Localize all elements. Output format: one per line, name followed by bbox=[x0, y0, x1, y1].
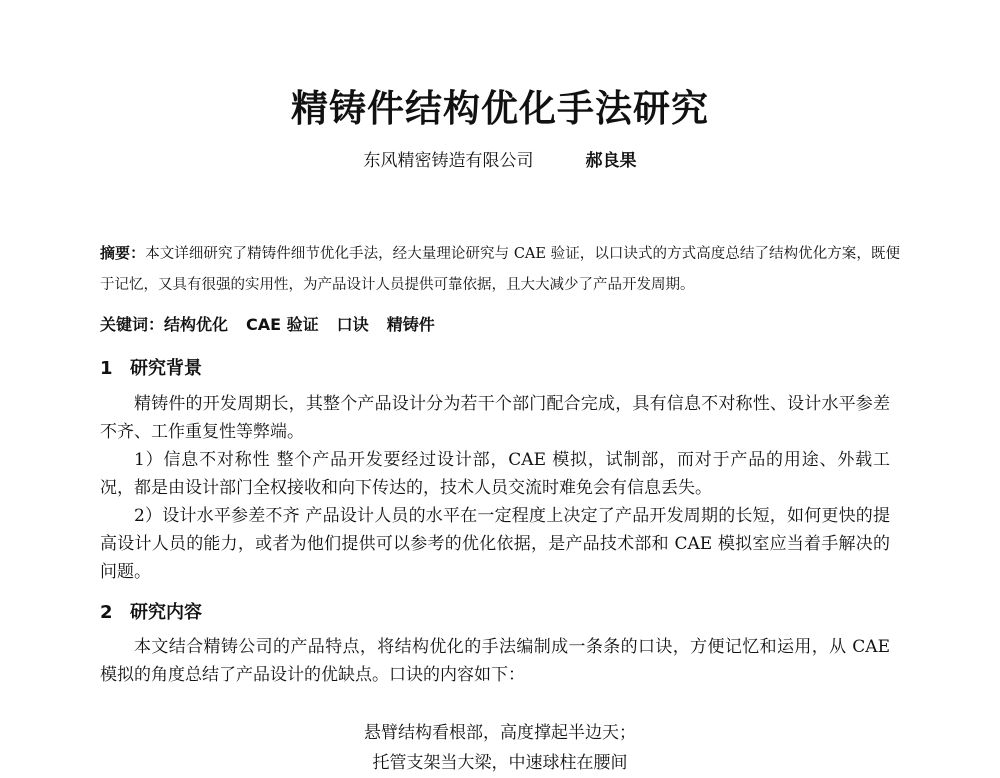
section-heading-content bbox=[100, 598, 900, 624]
paper-title: 精铸件结构优化手法研究 bbox=[291, 87, 709, 130]
section-heading-background bbox=[100, 354, 900, 380]
abstract-text: 本文详细研究了精铸件细节优化手法，经大量理论研究与 CAE 验证，以口诀式的方式高度总结了结构优化方案，既便于记忆，又具有很强的实用性，为产品设计人员提供可靠依据，且大大减少了产品开发周期。 bbox=[100, 246, 900, 293]
keyword: 口诀 bbox=[336, 315, 369, 334]
paragraph: 1）信息不对称性 整个产品开发要经过设计部，CAE 模拟，试制部，而对于产品的用途、外载工况，都是由设计部门全权接收和向下传达的，技术人员交流时难免会有信息丢失。 bbox=[100, 450, 890, 498]
verse-line: 悬臂结构看根部，高度撑起半边天； bbox=[364, 723, 636, 743]
verse-line: 托管支架当大梁，中速球柱在腰间 bbox=[372, 753, 628, 773]
abstract-label: 摘要： bbox=[100, 244, 146, 262]
keyword: CAE 验证 bbox=[246, 315, 319, 334]
byline bbox=[0, 146, 1000, 171]
keywords bbox=[100, 312, 900, 335]
paragraph: 本文结合精铸公司的产品特点，将结构优化的手法编制成一条条的口诀，方便记忆和运用，从 CAE 模拟的角度总结了产品设计的优缺点。口诀的内容如下： bbox=[100, 637, 890, 685]
section-content-body bbox=[100, 633, 890, 689]
author: 郝良果 bbox=[585, 151, 637, 171]
section-title: 研究内容 bbox=[130, 602, 202, 623]
keyword: 结构优化 bbox=[164, 315, 229, 334]
section-title: 研究背景 bbox=[130, 358, 202, 379]
section-number: 1 bbox=[100, 358, 113, 379]
section-background-body bbox=[100, 390, 890, 586]
organization: 东风精密铸造有限公司 bbox=[363, 151, 534, 171]
keyword: 精铸件 bbox=[386, 315, 435, 334]
section-number: 2 bbox=[100, 602, 113, 623]
abstract bbox=[100, 238, 900, 301]
paragraph: 2）设计水平参差不齐 产品设计人员的水平在一定程度上决定了产品开发周期的长短，如何更快的提高设计人员的能力，或者为他们提供可以参考的优化依据，是产品技术部和 CAE 模拟室应当着手解决的问题。 bbox=[100, 506, 890, 582]
keywords-label: 关键词： bbox=[100, 315, 165, 334]
mnemonic-verse bbox=[0, 718, 1000, 778]
paragraph: 精铸件的开发周期长，其整个产品设计分为若干个部门配合完成，具有信息不对称性、设计水平参差不齐、工作重复性等弊端。 bbox=[100, 394, 890, 442]
